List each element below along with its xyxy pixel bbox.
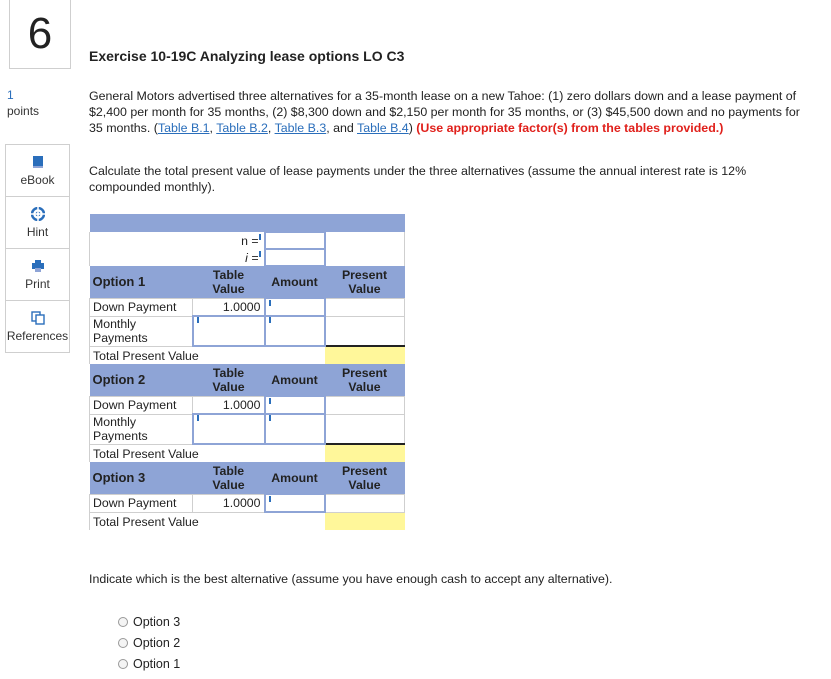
option3-down-row <box>90 494 405 512</box>
i-label-text: i = <box>245 250 259 265</box>
choice-option-2[interactable] <box>118 636 180 650</box>
table-b1-link[interactable]: Table B.1 <box>157 121 210 135</box>
n-label-text: n = <box>241 233 259 248</box>
printer-icon <box>31 259 45 273</box>
worksheet-top-bar <box>90 214 405 232</box>
option2-monthly-amount-input[interactable] <box>265 414 325 444</box>
monthly-payments-label: Monthly Payments <box>90 316 193 346</box>
down-payment-label: Down Payment <box>90 396 193 414</box>
ebook-button[interactable] <box>6 145 69 197</box>
print-label: Print <box>25 276 50 291</box>
references-button[interactable] <box>6 301 69 352</box>
print-button[interactable] <box>6 249 69 301</box>
close-paren-text: ) <box>408 121 417 135</box>
radio-icon[interactable] <box>118 659 128 669</box>
table-value-header: Table Value <box>193 266 265 298</box>
table-b3-link[interactable]: Table B.3 <box>274 121 327 135</box>
option3-total-row <box>90 512 405 530</box>
amount-header: Amount <box>265 364 325 396</box>
table-value-header: Table Value <box>193 364 265 396</box>
option1-total-row <box>90 346 405 364</box>
amount-header: Amount <box>265 462 325 494</box>
sep-text: , <box>267 121 275 135</box>
sep-text: , <box>209 121 217 135</box>
present-value-header: Present Value <box>325 364 405 396</box>
down-payment-label: Down Payment <box>90 298 193 316</box>
option2-down-row <box>90 396 405 414</box>
radio-icon[interactable] <box>118 638 128 648</box>
down-factor: 1.0000 <box>193 494 265 512</box>
option2-header <box>90 364 405 396</box>
i-label <box>90 249 265 266</box>
choice-label: Option 3 <box>133 615 181 629</box>
ebook-label: eBook <box>20 172 55 187</box>
hint-label: Hint <box>26 224 49 239</box>
n-input[interactable] <box>265 232 325 249</box>
total-pv-label: Total Present Value <box>90 512 325 530</box>
option2-down-pv <box>325 396 405 414</box>
option3-header <box>90 462 405 494</box>
choice-label: Option 1 <box>133 657 181 671</box>
choice-option-1[interactable] <box>118 657 180 671</box>
amount-header: Amount <box>265 266 325 298</box>
down-factor: 1.0000 <box>193 396 265 414</box>
option1-monthly-row <box>90 316 405 346</box>
option1-monthly-amount-input[interactable] <box>265 316 325 346</box>
best-alternative-prompt: Indicate which is the best alternative (assume you have enough cash to accept any alternative). <box>89 572 613 586</box>
monthly-payments-label: Monthly Payments <box>90 414 193 444</box>
question-number: 6 <box>27 9 53 58</box>
present-value-header: Present Value <box>325 462 405 494</box>
points-value: 1 <box>7 88 14 102</box>
book-icon <box>31 155 45 169</box>
choice-option-3[interactable] <box>118 615 180 629</box>
sep-and-text: , and <box>326 121 358 135</box>
option1-down-amount-input[interactable] <box>265 298 325 316</box>
lease-worksheet <box>89 214 405 530</box>
choice-label: Option 2 <box>133 636 181 650</box>
option2-monthly-pv <box>325 414 405 444</box>
option1-monthly-pv <box>325 316 405 346</box>
total-pv-label: Total Present Value <box>90 444 325 462</box>
radio-icon[interactable] <box>118 617 128 627</box>
option2-down-amount-input[interactable] <box>265 396 325 414</box>
present-value-header: Present Value <box>325 266 405 298</box>
table-b4-link[interactable]: Table B.4 <box>357 121 409 135</box>
option1-monthly-factor-input[interactable] <box>193 316 265 346</box>
option3-down-amount-input[interactable] <box>265 494 325 512</box>
option1-header <box>90 266 405 298</box>
down-factor: 1.0000 <box>193 298 265 316</box>
option3-total-pv <box>325 512 405 530</box>
tools-sidebar <box>5 144 70 353</box>
n-label <box>90 232 265 249</box>
exercise-title: Exercise 10-19C Analyzing lease options LO C3 <box>89 48 405 64</box>
instruction-text: (Use appropriate factor(s) from the tables provided.) <box>416 121 724 135</box>
question-number-box <box>9 0 71 69</box>
down-payment-label: Down Payment <box>90 494 193 512</box>
option2-total-row <box>90 444 405 462</box>
hint-button[interactable] <box>6 197 69 249</box>
lifebuoy-icon <box>31 207 45 221</box>
references-label: References <box>6 328 69 343</box>
intro-text: General Motors advertised three alternatives for a 35-month lease on a new Tahoe: (1) zero dollars down and a lease payment of $2,400 per month for 35 months, (2) $8,300 down and $2,150 per month for 35 months, or (3) $45,500 down and no payments for 35 months. ( <box>89 89 800 135</box>
points-label: points <box>7 104 40 118</box>
option1-total-pv <box>325 346 405 364</box>
option3-down-pv <box>325 494 405 512</box>
table-value-header: Table Value <box>193 462 265 494</box>
option2-monthly-factor-input[interactable] <box>193 414 265 444</box>
option2-monthly-row <box>90 414 405 444</box>
table-b2-link[interactable]: Table B.2 <box>216 121 268 135</box>
option2-total-pv <box>325 444 405 462</box>
n-row <box>90 232 405 249</box>
option2-label: Option 2 <box>90 364 193 396</box>
option1-down-row <box>90 298 405 316</box>
option1-down-pv <box>325 298 405 316</box>
exercise-intro <box>89 88 801 136</box>
exercise-prompt: Calculate the total present value of lease payments under the three alternatives (assume the annual interest rate is 12% compounded monthly). <box>89 164 747 194</box>
total-pv-label: Total Present Value <box>90 346 325 364</box>
option3-label: Option 3 <box>90 462 193 494</box>
copy-icon <box>31 311 45 325</box>
i-input[interactable] <box>265 249 325 266</box>
option1-label: Option 1 <box>90 266 193 298</box>
